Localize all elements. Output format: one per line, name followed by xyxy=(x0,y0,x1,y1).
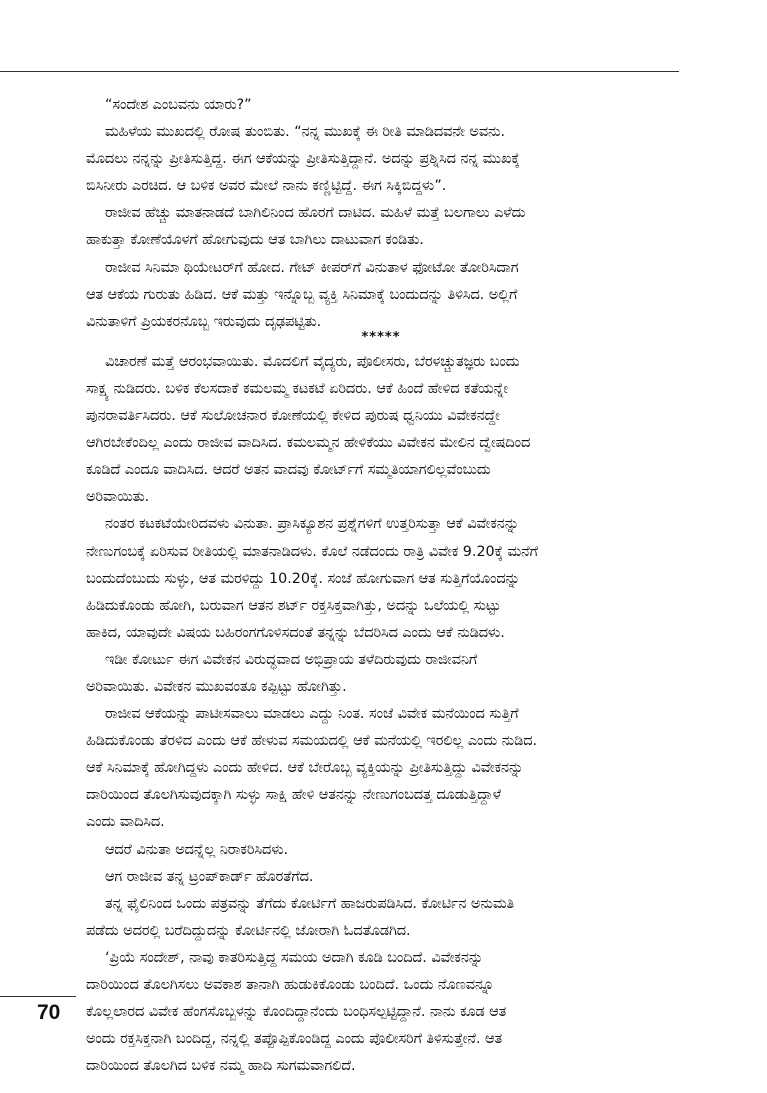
text-line: ಆದರೆ ವಿನುತಾ ಅದನ್ನೆಲ್ಲ ನಿರಾಕರಿಸಿದಳು. xyxy=(105,841,289,858)
page-body xyxy=(86,92,676,1080)
text-line: ಆಕೆ ಸಿನಿಮಾಕ್ಕೆ ಹೋಗಿದ್ದಳು ಎಂದು ಹೇಳಿದ. ಆಕೆ ಬೇರೊಬ್ಬ ವ್ಯಕ್ತಿಯನ್ನು ಪ್ರೀತಿಸುತ್ತಿದ್ದು ವಿವೇಕನನ್ನು xyxy=(86,760,524,777)
text-line: ಇಡೀ ಕೋರ್ಟು ಈಗ ವಿವೇಕನ ವಿರುದ್ಧವಾದ ಅಭಿಪ್ರಾಯ ತಳೆದಿರುವುದು ರಾಜೀವನಿಗೆ xyxy=(105,651,478,668)
text-line: ರಾಜೀವ ಹೆಚ್ಚು ಮಾತನಾಡದೆ ಬಾಗಿಲಿನಿಂದ ಹೊರಗೆ ದಾಟಿದ. ಮಹಿಳೆ ಮತ್ತೆ ಬಲಗಾಲು ಎಳೆದು xyxy=(105,205,526,222)
header-rule xyxy=(0,71,679,72)
text-line: ಅಂದು ರಕ್ತಸಿಕ್ತನಾಗಿ ಬಂದಿದ್ದ, ನನ್ನಲ್ಲಿ ತಪ್ಪೊಪ್ಪಿಕೊಂಡಿದ್ದ ಎಂದು ಪೊಲೀಸರಿಗೆ ತಿಳಿಸುತ್ತೇನೆ. ಆತ xyxy=(86,1031,503,1048)
text-line: ದಾರಿಯಿಂದ ತೊಲಗಿಸಲು ಅವಕಾಶ ತಾನಾಗಿ ಹುಡುಕಿಕೊಂಡು ಬಂದಿದೆ. ಒಂದು ನೊಣವನ್ನೂ xyxy=(86,977,494,993)
text-line: ಅರಿವಾಯಿತು. xyxy=(86,489,150,506)
text-line: ತನ್ನ ಫೈಲಿನಿಂದ ಒಂದು ಪತ್ರವನ್ನು ತೆಗೆದು ಕೋರ್ಟಿಗೆ ಹಾಜರುಪಡಿಸಿದ. ಕೋರ್ಟಿನ ಅನುಮತಿ xyxy=(105,895,515,912)
text-line: ಎಂದು ವಾದಿಸಿದ. xyxy=(86,814,165,831)
text-line: ಹಿಡಿದುಕೊಂಡು ಹೋಗಿ, ಬರುವಾಗ ಆತನ ಶರ್ಟ್ ರಕ್ತಸಿಕ್ತವಾಗಿತ್ತು, ಅದನ್ನು ಒಲೆಯಲ್ಲಿ ಸುಟ್ಟು xyxy=(86,597,501,614)
text-line: ಮಹಿಳೆಯ ಮುಖದಲ್ಲಿ ರೋಷ ತುಂಬಿತು. “ನನ್ನ ಮುಖಕ್ಕೆ ಈ ರೀತಿ ಮಾಡಿದವನೇ ಅವನು. xyxy=(105,124,506,141)
text-line: ಸಾಕ್ಷ್ಯ ನುಡಿದರು. ಬಳಿಕ ಕೆಲಸದಾಕೆ ಕಮಲಮ್ಮ ಕಟಕಟೆ ಏರಿದರು. ಆಕೆ ಹಿಂದೆ ಹೇಳಿದ ಕತೆಯನ್ನೇ xyxy=(86,380,509,397)
text-line: ನೇಣುಗಂಬಕ್ಕೆ ಏರಿಸುವ ರೀತಿಯಲ್ಲಿ ಮಾತನಾಡಿದಳು. ಕೊಲೆ ನಡೆದಂದು ರಾತ್ರಿ ವಿವೇಕ 9.20ಕ್ಕೆ ಮನೆಗೆ xyxy=(86,543,538,560)
text-line: ಹಾಕಿದ, ಯಾವುದೇ ವಿಷಯ ಬಹಿರಂಗಗೊಳಿಸದಂತೆ ತನ್ನನ್ನು ಬೆದರಿಸಿದ ಎಂದು ಆಕೆ ನುಡಿದಳು. xyxy=(86,624,505,641)
text-line: ಆಗ ರಾಜೀವ ತನ್ನ ಟ್ರಂಪ್‌ಕಾರ್ಡ್ ಹೊರತೆಗೆದ. xyxy=(105,868,314,885)
text-line: ವಿಚಾರಣೆ ಮತ್ತೆ ಆರಂಭವಾಯಿತು. ಮೊದಲಿಗೆ ವೈದ್ಯರು, ಪೊಲೀಸರು, ಬೆರಳಚ್ಚುತಜ್ಞರು ಬಂದು xyxy=(105,353,520,370)
text-line: ಅರಿವಾಯಿತು. ವಿವೇಕನ ಮುಖವಂತೂ ಕಪ್ಪಿಟ್ಟು ಹೋಗಿತ್ತು. xyxy=(86,678,347,695)
text-line: ಮೊದಲು ನನ್ನನ್ನು ಪ್ರೀತಿಸುತ್ತಿದ್ದ. ಈಗ ಆಕೆಯನ್ನು ಪ್ರೀತಿಸುತ್ತಿದ್ದಾನೆ. ಅದನ್ನು ಪ್ರಶ್ನಿಸಿದ ನನ್ನ ಮುಖಕ್ಕೆ xyxy=(86,151,520,168)
section-separator: ***** xyxy=(361,329,401,345)
text-line: ಕೊಲ್ಲಲಾರದ ವಿವೇಕ ಹೆಂಗಸೊಬ್ಬಳನ್ನು ಕೊಂದಿದ್ದಾನೆಂದು ಬಂಧಿಸಲ್ಪಟ್ಟಿದ್ದಾನೆ. ನಾನು ಕೂಡ ಆತ xyxy=(86,1004,507,1021)
text-line: ಆಗಿರಬೇಕೆಂದಿಲ್ಲ ಎಂದು ರಾಜೀವ ವಾದಿಸಿದ. ಕಮಲಮ್ಮನ ಹೇಳಿಕೆಯು ವಿವೇಕನ ಮೇಲಿನ ದ್ವೇಷದಿಂದ xyxy=(86,435,531,452)
footer-rule xyxy=(0,996,76,997)
story-section-1 xyxy=(86,92,676,336)
text-line: ನಂತರ ಕಟಕಟೆಯೇರಿದವಳು ವಿನುತಾ. ಪ್ರಾಸಿಕ್ಯೂಶನ ಪ್ರಶ್ನೆಗಳಿಗೆ ಉತ್ತರಿಸುತ್ತಾ ಆಕೆ ವಿವೇಕನನ್ನು xyxy=(105,516,520,533)
text-line: ಆತ ಆಕೆಯ ಗುರುತು ಹಿಡಿದ. ಆಕೆ ಮತ್ತು ಇನ್ನೊಬ್ಬ ವ್ಯಕ್ತಿ ಸಿನಿಮಾಕ್ಕೆ ಬಂದುದನ್ನು ತಿಳಿಸಿದ. ಅಲ್ಲಿಗೆ xyxy=(86,286,518,303)
text-line: ಬಂದುದೆಂಬುದು ಸುಳ್ಳು, ಆತ ಮರಳಿದ್ದು 10.20ಕ್ಕೆ. ಸಂಜೆ ಹೋಗುವಾಗ ಆತ ಸುತ್ತಿಗೆಯೊಂದನ್ನು xyxy=(86,570,520,587)
text-line: ದಾರಿಯಿಂದ ತೊಲಗಿದ ಬಳಿಕ ನಮ್ಮ ಹಾದಿ ಸುಗಮವಾಗಲಿದೆ. xyxy=(86,1058,356,1075)
text-line: ಕೂಡಿದೆ ಎಂದೂ ವಾದಿಸಿದ. ಆದರೆ ಅತನ ವಾದವು ಕೋರ್ಟ್‌ಗೆ ಸಮ್ಮತಿಯಾಗಲಿಲ್ಲವೆಂಬುದು xyxy=(86,462,491,479)
text-line: ‘ಪ್ರಿಯೆ ಸಂದೇಶ್, ನಾವು ಕಾತರಿಸುತ್ತಿದ್ದ ಸಮಯ ಅದಾಗಿ ಕೂಡಿ ಬಂದಿದೆ. ವಿವೇಕನನ್ನು xyxy=(105,949,484,966)
text-line: “ಸಂದೇಶ ಎಂಬವನು ಯಾರು?” xyxy=(105,97,252,113)
text-line: ಪಡೆದು ಅದರಲ್ಲಿ ಬರೆದಿದ್ದುದನ್ನು ಕೋರ್ಟಿನಲ್ಲಿ ಜೋರಾಗಿ ಓದತೊಡಗಿದ. xyxy=(86,922,411,939)
page-number: 70 xyxy=(37,1001,61,1024)
text-line: ದಾರಿಯಿಂದ ತೊಲಗಿಸುವುದಕ್ಕಾಗಿ ಸುಳ್ಳು ಸಾಕ್ಷಿ ಹೇಳಿ ಆತನನ್ನು ನೇಣುಗಂಬದತ್ತ ದೂಡುತ್ತಿದ್ದಾಳೆ xyxy=(86,787,502,804)
text-line: ಹಾಕುತ್ತಾ ಕೋಣೆಯೊಳಗೆ ಹೋಗುವುದು ಆತ ಬಾಗಿಲು ದಾಟುವಾಗ ಕಂಡಿತು. xyxy=(86,232,424,249)
text-line: ರಾಜೀವ ಆಕೆಯನ್ನು ಪಾಟೀಸವಾಲು ಮಾಡಲು ಎದ್ದು ನಿಂತ. ಸಂಜೆ ವಿವೇಕ ಮನೆಯಿಂದ ಸುತ್ತಿಗೆ xyxy=(105,706,519,723)
text-line: ರಾಜೀವ ಸಿನಿಮಾ ಥಿಯೇಟರ್‌ಗೆ ಹೋದ. ಗೇಟ್ ಕೀಪರ್‌ಗೆ ವಿನುತಾಳ ಫೋಟೋ ತೋರಿಸಿದಾಗ xyxy=(105,259,519,276)
text-line: ಪುನರಾವರ್ತಿಸಿದರು. ಆಕೆ ಸುಲೋಚನಾರ ಕೋಣೆಯಲ್ಲಿ ಕೇಳಿದ ಪುರುಷ ಧ್ವನಿಯು ವಿವೇಕನದ್ದೇ xyxy=(86,408,500,425)
text-line: ಹಿಡಿದುಕೊಂಡು ತೆರಳಿದ ಎಂದು ಆಕೆ ಹೇಳುವ ಸಮಯದಲ್ಲಿ ಆಕೆ ಮನೆಯಲ್ಲಿ ಇರಲಿಲ್ಲ ಎಂದು ನುಡಿದ. xyxy=(86,733,538,750)
story-section-2 xyxy=(86,349,676,1081)
text-line: ವಿನುತಾಳಿಗೆ ಪ್ರಿಯಕರನೊಬ್ಬ ಇರುವುದು ದೃಢಪಟ್ಟಿತು. xyxy=(86,313,322,330)
text-line: ಬಿಸಿನೀರು ಎರಚಿದ. ಆ ಬಳಿಕ ಅವರ ಮೇಲೆ ನಾನು ಕಣ್ಣಿಟ್ಟಿದ್ದೆ. ಈಗ ಸಿಕ್ಕಿಬಿದ್ದಳು”. xyxy=(86,178,447,195)
